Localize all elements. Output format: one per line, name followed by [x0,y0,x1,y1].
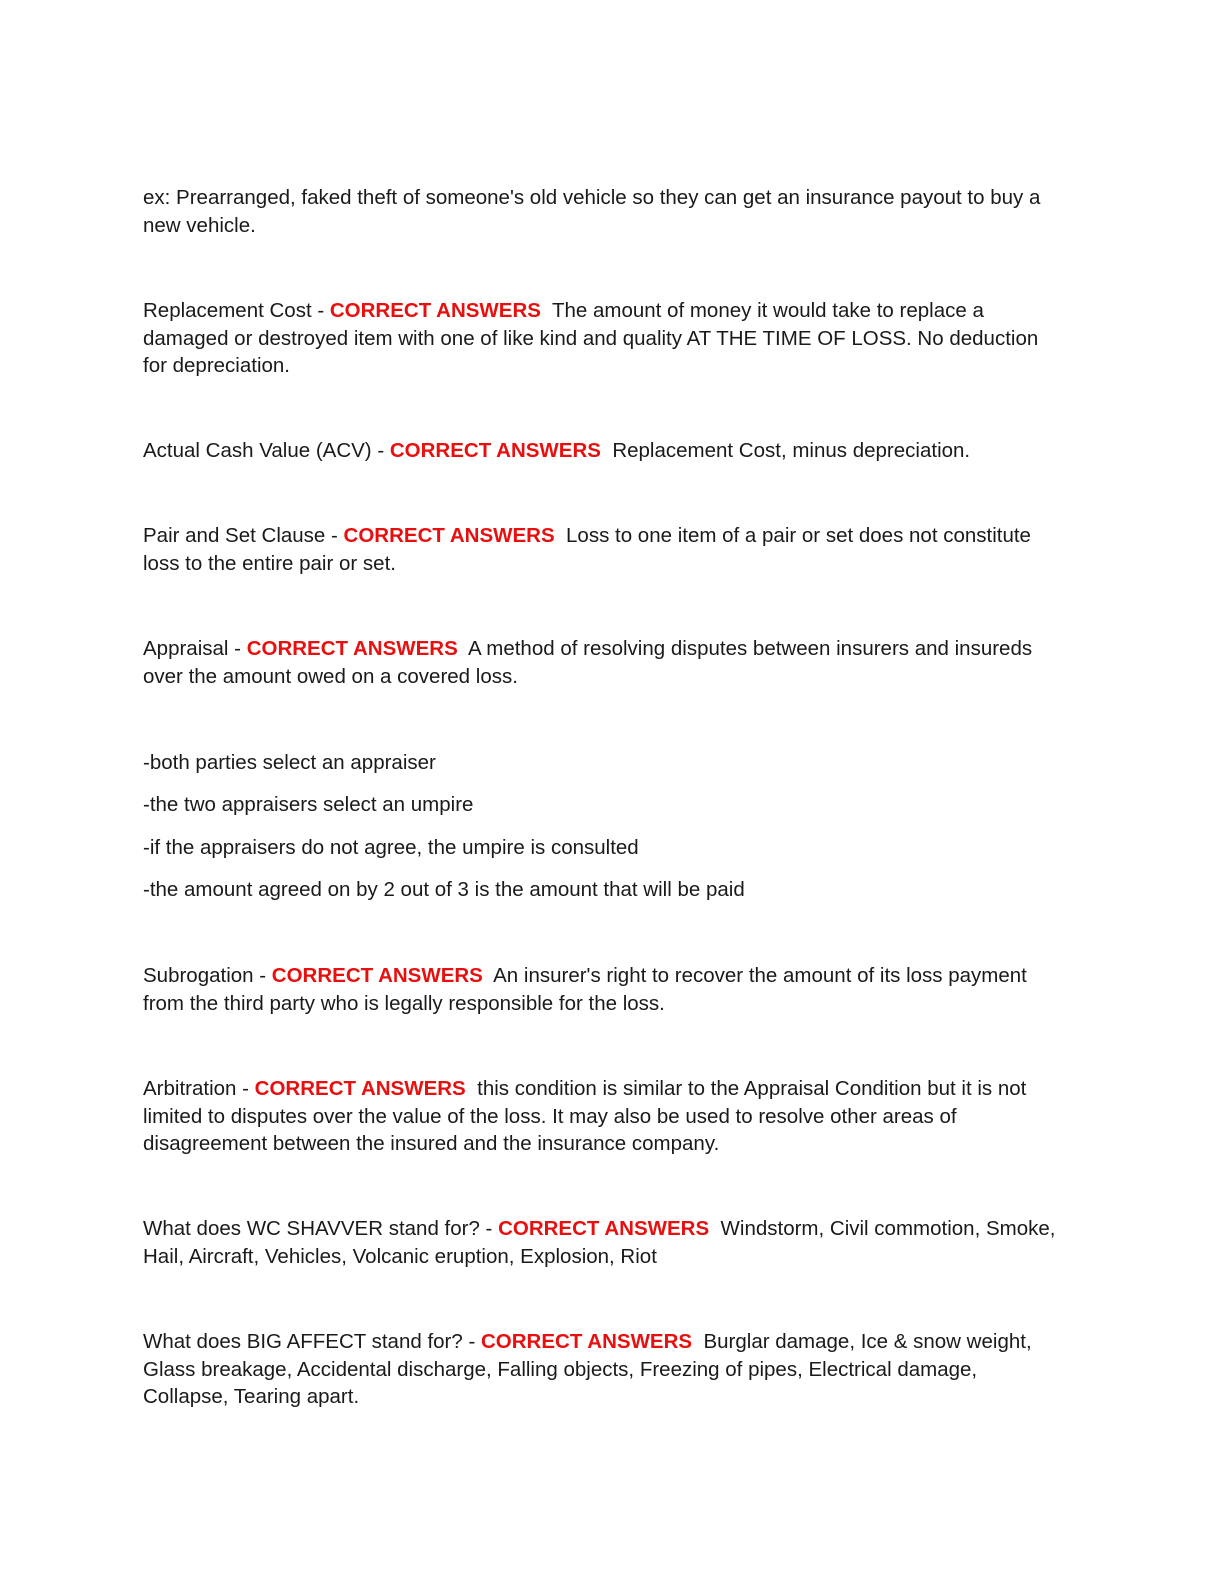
entry-definition: Burglar damage, Ice & snow weight, Glass breakage, Accidental discharge, Falling objects, Freezing of pipes, Electrical damage, Collapse, Tearing apart. [143,1330,1038,1408]
entry-big-affect [143,1328,1063,1411]
entry-appraisal [143,635,1063,690]
entry-term: What does WC SHAVVER stand for? - [143,1217,499,1240]
entry-pair-and-set-clause [143,522,1063,577]
correct-answers-label: CORRECT ANSWERS [343,524,555,547]
entry-definition: this condition is similar to the Appraisal Condition but it is not limited to disputes over the value of the loss. It may also be used to resolve other areas of disagreement between the insured and the insurance company. [143,1077,1033,1155]
correct-answers-label: CORRECT ANSWERS [498,1217,710,1240]
entry-definition: Loss to one item of a pair or set does not constitute loss to the entire pair or set. [143,524,1037,575]
entry-term: What does BIG AFFECT stand for? - [143,1330,481,1353]
correct-answers-label: CORRECT ANSWERS [246,637,458,660]
entry-actual-cash-value [143,437,1063,465]
entry-term: Replacement Cost - [143,299,330,322]
appraisal-step: -the amount agreed on by 2 out of 3 is the amount that will be paid [143,878,745,901]
entry-definition: Replacement Cost, minus depreciation. [600,439,971,462]
correct-answers-label: CORRECT ANSWERS [254,1077,466,1100]
appraisal-step: -the two appraisers select an umpire [143,793,474,816]
entry-definition: A method of resolving disputes between insurers and insureds over the amount owed on a covered loss. [143,637,1038,688]
entry-wc-shavver [143,1215,1063,1270]
entry-replacement-cost [143,297,1063,380]
appraisal-step: -both parties select an appraiser [143,751,436,774]
entry-arbitration [143,1075,1063,1158]
appraisal-step: -if the appraisers do not agree, the umpire is consulted [143,836,639,859]
entry-term: Subrogation - [143,964,272,987]
entry-definition: Windstorm, Civil commotion, Smoke, Hail, Aircraft, Vehicles, Volcanic eruption, Explosion, Riot [143,1217,1062,1268]
entry-definition: An insurer's right to recover the amount of its loss payment from the third party who is legally responsible for the loss. [143,964,1033,1015]
correct-answers-label: CORRECT ANSWERS [329,299,541,322]
correct-answers-label: CORRECT ANSWERS [389,439,601,462]
correct-answers-label: CORRECT ANSWERS [481,1330,693,1353]
entry-term: Arbitration - [143,1077,255,1100]
entry-subrogation [143,962,1063,1017]
entry-term: Pair and Set Clause - [143,524,344,547]
intro-example: ex: Prearranged, faked theft of someone's old vehicle so they can get an insurance payout to buy a new vehicle. [143,186,1041,237]
correct-answers-label: CORRECT ANSWERS [271,964,483,987]
entry-term: Actual Cash Value (ACV) - [143,439,390,462]
entry-term: Appraisal - [143,637,247,660]
entry-definition: The amount of money it would take to replace a damaged or destroyed item with one of like kind and quality AT THE TIME OF LOSS. No deduction for depreciation. [143,299,1044,377]
